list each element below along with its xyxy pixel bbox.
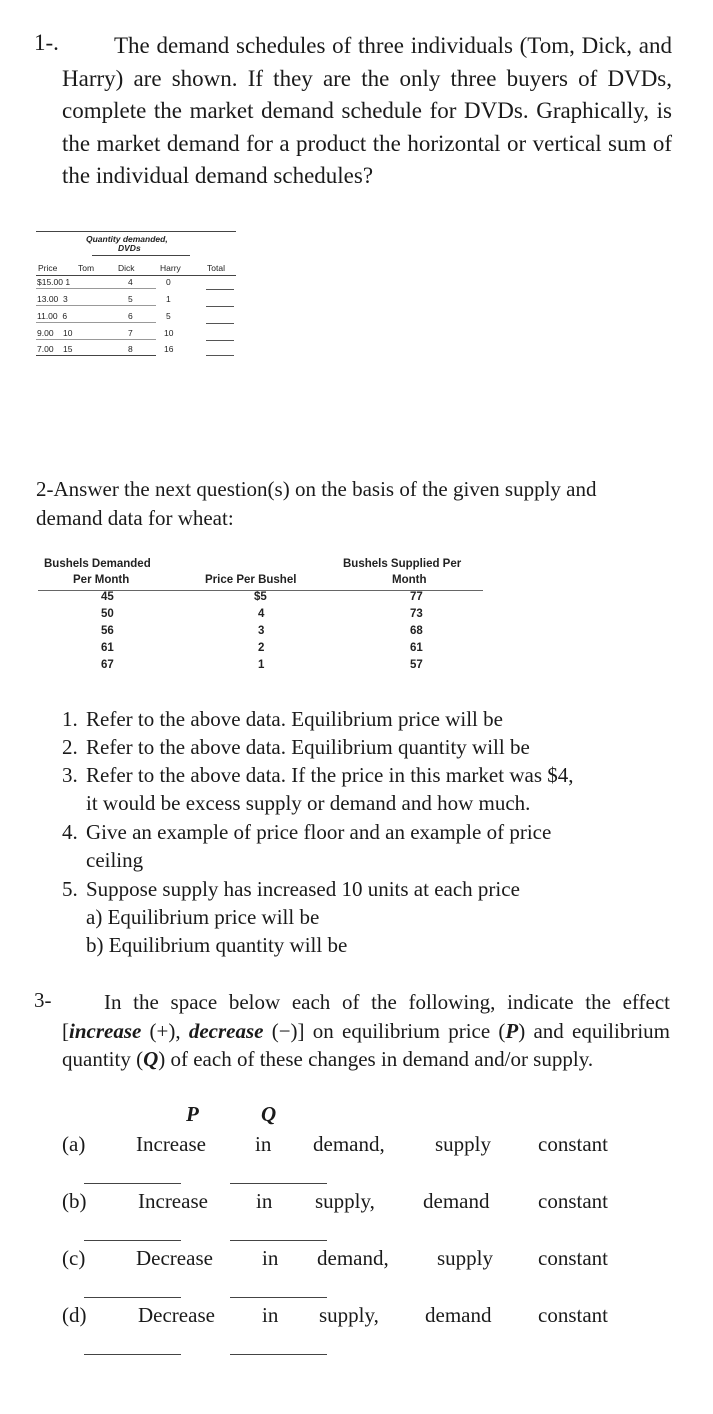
list-item-number: 4. xyxy=(62,820,78,844)
demanded-cell: 61 xyxy=(101,642,114,654)
table-row: 9.00 10 xyxy=(37,328,73,338)
answer-blank-q[interactable] xyxy=(230,1297,327,1298)
table-cell: 5 xyxy=(166,311,171,321)
supplied-cell: 73 xyxy=(410,608,423,620)
row-rule xyxy=(36,288,156,289)
q3-text-part: In the space below each of the following, indicate the effect [ xyxy=(62,990,670,1043)
column-header-q: Q xyxy=(261,1102,277,1126)
increase-label: increase xyxy=(69,1018,142,1043)
in-word: in xyxy=(262,1246,279,1270)
answer-blank-p[interactable] xyxy=(84,1183,181,1184)
question-1-number: 1-. xyxy=(34,30,59,55)
table-bottom-rule xyxy=(36,355,156,356)
answer-blank-q[interactable] xyxy=(230,1354,327,1355)
price-cell: 1 xyxy=(258,659,265,671)
answer-blank-q[interactable] xyxy=(230,1183,327,1184)
decrease-label: decrease xyxy=(188,1018,264,1043)
q3-text-part: (+), xyxy=(141,1018,189,1043)
supplied-header-line1: Bushels Supplied Per xyxy=(343,558,462,570)
other-curve: supply xyxy=(435,1132,492,1156)
p-letter: P xyxy=(505,1018,519,1043)
other-curve: demand xyxy=(423,1189,490,1213)
question-2-text: 2-Answer the next question(s) on the basis of the given supply and demand data for wheat: xyxy=(36,477,597,530)
item-label: (c) xyxy=(62,1246,86,1270)
q-letter: Q xyxy=(143,1047,159,1071)
row-rule xyxy=(36,322,156,323)
demanded-header-line1: Bushels Demanded xyxy=(44,558,151,570)
price-cell: 4 xyxy=(258,608,265,620)
list-item: Give an example of price floor and an example of price xyxy=(86,820,552,844)
header-tom: Tom xyxy=(78,263,95,273)
list-item: it would be excess supply or demand and how much. xyxy=(86,791,531,815)
change-word: Decrease xyxy=(138,1303,215,1327)
row-rule xyxy=(36,339,156,340)
table-cell: 10 xyxy=(164,328,174,338)
answer-blank-p[interactable] xyxy=(84,1240,181,1241)
table-row: 11.00 6 xyxy=(37,311,68,321)
list-item: Refer to the above data. Equilibrium quantity will be xyxy=(86,735,530,759)
list-item: a) Equilibrium price will be xyxy=(86,905,320,929)
list-item-number: 1. xyxy=(62,707,78,731)
item-label: (b) xyxy=(62,1189,87,1213)
list-item-number: 2. xyxy=(62,735,78,759)
total-blank xyxy=(206,306,234,307)
other-curve: supply xyxy=(437,1246,494,1270)
table-cell: 8 xyxy=(128,344,133,354)
q3-text-part: (−)] on equilibrium price ( xyxy=(263,1018,506,1043)
total-blank xyxy=(206,355,234,356)
change-word: Increase xyxy=(136,1132,206,1156)
row-rule xyxy=(36,305,156,306)
in-word: in xyxy=(262,1303,279,1327)
list-item-number: 5. xyxy=(62,877,78,901)
demanded-cell: 67 xyxy=(101,659,114,671)
list-item: Suppose supply has increased 10 units at each price xyxy=(86,877,520,901)
supplied-cell: 77 xyxy=(410,591,423,603)
table-cell: 0 xyxy=(166,277,171,287)
header-harry: Harry xyxy=(160,263,181,273)
total-blank xyxy=(206,323,234,324)
table-row: 7.00 15 xyxy=(37,344,73,354)
answer-blank-p[interactable] xyxy=(84,1354,181,1355)
price-header: Price Per Bushel xyxy=(205,574,297,586)
header-total: Total xyxy=(207,263,225,273)
changed-curve: supply, xyxy=(319,1303,379,1327)
item-label: (a) xyxy=(62,1132,86,1156)
question-3-number: 3- xyxy=(34,988,52,1012)
total-blank xyxy=(206,340,234,341)
header-dick: Dick xyxy=(118,263,135,273)
list-item: b) Equilibrium quantity will be xyxy=(86,933,348,957)
changed-curve: demand, xyxy=(313,1132,385,1156)
constant-word: constant xyxy=(538,1246,608,1270)
header-price: Price xyxy=(38,263,58,273)
list-item: ceiling xyxy=(86,848,144,872)
demanded-header-line2: Per Month xyxy=(73,574,130,586)
column-header-p: P xyxy=(186,1102,199,1126)
item-label: (d) xyxy=(62,1303,87,1327)
total-blank xyxy=(206,289,234,290)
in-word: in xyxy=(256,1189,273,1213)
header-rule xyxy=(36,275,236,276)
table-cell: 7 xyxy=(128,328,133,338)
supplied-cell: 61 xyxy=(410,642,423,654)
supplied-header-line2: Month xyxy=(392,574,427,586)
list-item: Refer to the above data. If the price in this market was $4, xyxy=(86,763,574,787)
question-3-text xyxy=(62,988,670,1074)
change-word: Decrease xyxy=(136,1246,213,1270)
changed-curve: supply, xyxy=(315,1189,375,1213)
list-item-number: 3. xyxy=(62,763,78,787)
price-cell: $5 xyxy=(254,591,267,603)
change-word: Increase xyxy=(138,1189,208,1213)
table-cell: 4 xyxy=(128,277,133,287)
q3-text-part: ) of each of these changes in demand and/or supply. xyxy=(158,1047,594,1071)
table-cell: 6 xyxy=(128,311,133,321)
supplied-cell: 68 xyxy=(410,625,423,637)
table-top-rule xyxy=(36,231,236,232)
constant-word: constant xyxy=(538,1132,608,1156)
group-header-line2: DVDs xyxy=(118,243,141,253)
constant-word: constant xyxy=(538,1303,608,1327)
table-cell: 5 xyxy=(128,294,133,304)
changed-curve: demand, xyxy=(317,1246,389,1270)
price-cell: 2 xyxy=(258,642,265,654)
other-curve: demand xyxy=(425,1303,492,1327)
answer-blank-q[interactable] xyxy=(230,1240,327,1241)
table-cell: 1 xyxy=(166,294,171,304)
group-header-rule xyxy=(92,255,190,256)
list-item: Refer to the above data. Equilibrium price will be xyxy=(86,707,503,731)
demanded-cell: 45 xyxy=(101,591,114,603)
table-row: 13.00 3 xyxy=(37,294,68,304)
table-cell: 16 xyxy=(164,344,174,354)
supplied-cell: 57 xyxy=(410,659,423,671)
group-header-line1: Quantity demanded, xyxy=(86,234,168,244)
table-row: $15.00 1 xyxy=(37,277,71,287)
question-1-text: The demand schedules of three individuals (Tom, Dick, and Harry) are shown. If they are the only three buyers of DVDs, complete the market demand schedule for DVDs. Graphically, is the market demand for a product the horizontal or vertical sum of the individual demand schedules? xyxy=(62,33,672,188)
in-word: in xyxy=(255,1132,272,1156)
q3-text-part: ) and equilibrium quantity ( xyxy=(62,1018,670,1071)
constant-word: constant xyxy=(538,1189,608,1213)
price-cell: 3 xyxy=(258,625,265,637)
demanded-cell: 50 xyxy=(101,608,114,620)
demanded-cell: 56 xyxy=(101,625,114,637)
answer-blank-p[interactable] xyxy=(84,1297,181,1298)
